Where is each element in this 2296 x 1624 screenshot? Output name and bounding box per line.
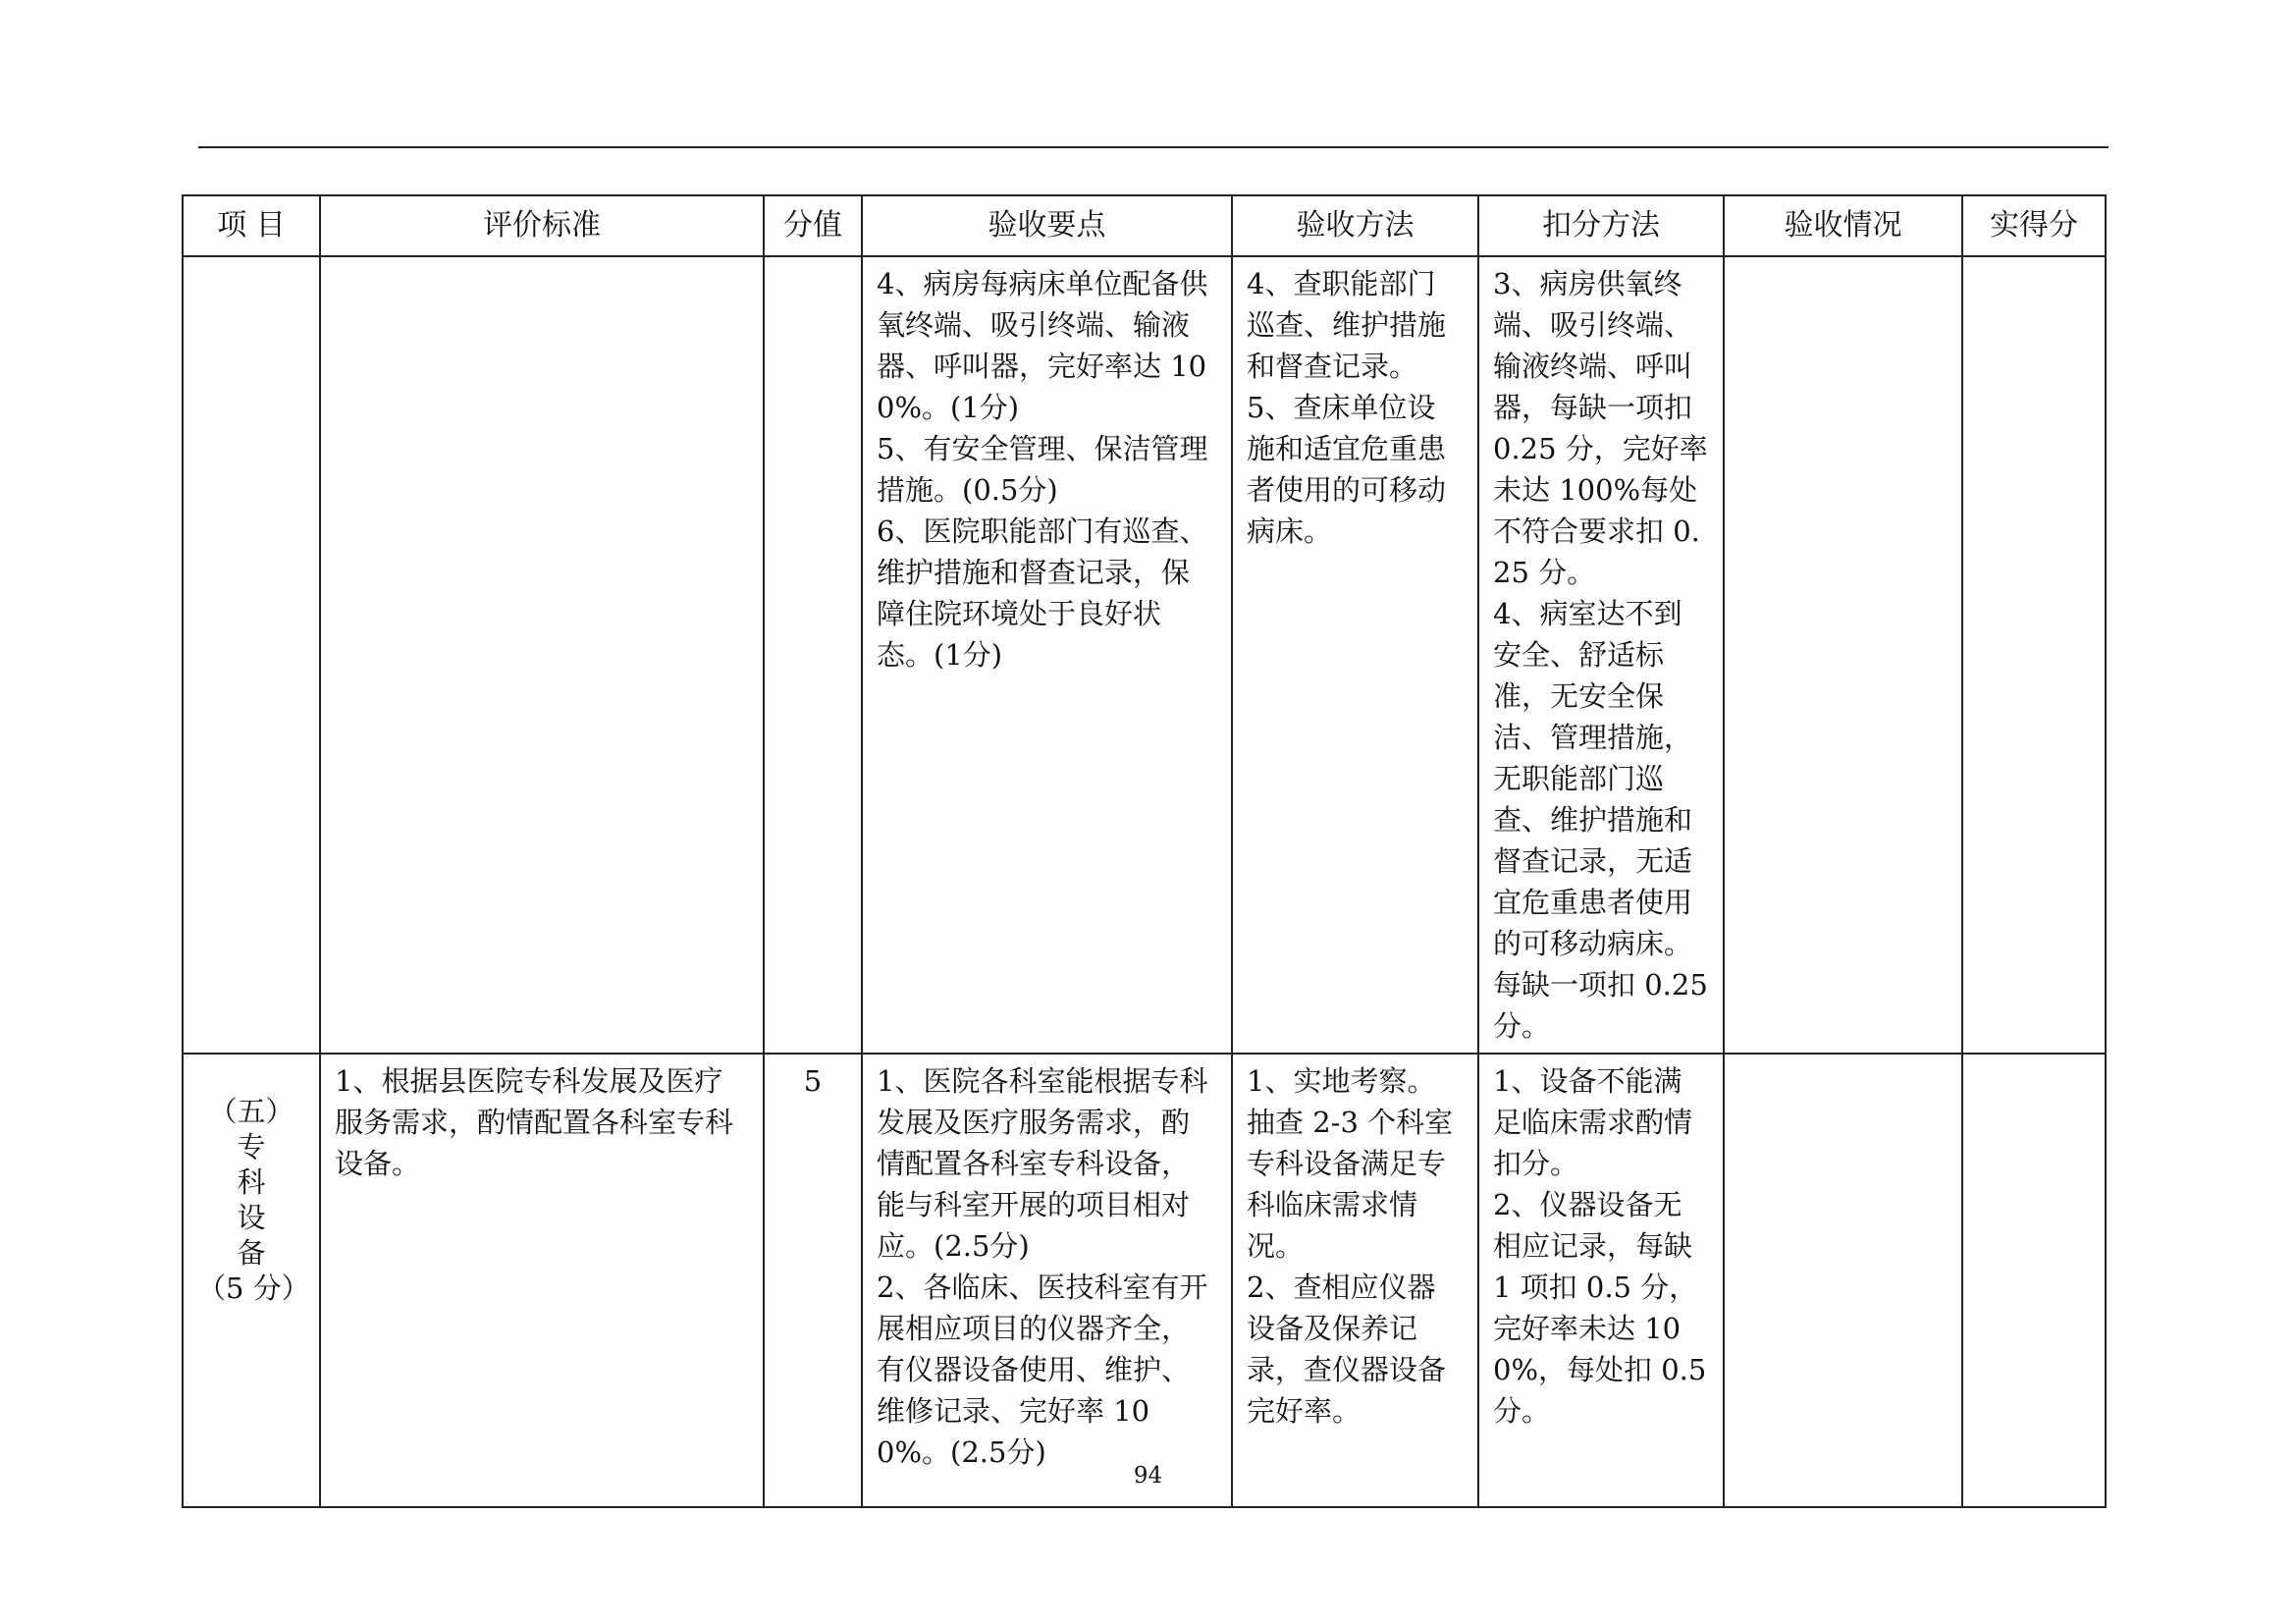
header-rule: [198, 146, 2109, 148]
table-row: [183, 256, 2106, 1054]
header-method: 验收方法: [1232, 195, 1478, 256]
actual-score-cell: [1962, 1054, 2106, 1507]
item-cell: [183, 256, 320, 1054]
deduction-cell: 3、病房供氧终端、吸引终端、输液终端、呼叫器，每缺一项扣 0.25 分，完好率未达 100%每处不符合要求扣 0.25 分。 4、病室达不到安全、舒适标准，无安全保洁、管理措施，无职能部门巡查、维护措施和督查记录，无适宜危重患者使用的可移动病床。每缺一项扣 0.25 分。: [1478, 256, 1724, 1054]
item-label-line: 设: [237, 1201, 266, 1234]
item-label-line: 科: [237, 1165, 266, 1199]
standard-cell: [320, 256, 764, 1054]
item-label-line: 专: [237, 1130, 266, 1164]
page-number: 94: [1133, 1463, 1163, 1489]
header-key-points: 验收要点: [862, 195, 1232, 256]
item-label-line: 备: [237, 1236, 266, 1270]
method-cell: 1、实地考察。抽查 2-3 个科室专科设备满足专科临床需求情况。 2、查相应仪器设备及保养记录，查仪器设备完好率。: [1232, 1054, 1478, 1507]
status-cell: [1724, 1054, 1962, 1507]
header-row: [183, 195, 2106, 256]
score-cell: 5: [764, 1054, 862, 1507]
header-actual-score: 实得分: [1962, 195, 2106, 256]
method-cell: 4、查职能部门巡查、维护措施和督查记录。 5、查床单位设施和适宜危重患者使用的可移动病床。: [1232, 256, 1478, 1054]
status-cell: [1724, 256, 1962, 1054]
header-status: 验收情况: [1724, 195, 1962, 256]
key-points-cell: 4、病房每病床单位配备供氧终端、吸引终端、输液器、呼叫器，完好率达 100%。(1分) 5、有安全管理、保洁管理措施。(0.5分) 6、医院职能部门有巡查、维护措施和督查记录，保障住院环境处于良好状态。(1分): [862, 256, 1232, 1054]
item-label-line: （五）: [208, 1095, 294, 1128]
evaluation-table: [182, 194, 2107, 1508]
header-item: 项 目: [183, 195, 320, 256]
header-score: 分值: [764, 195, 862, 256]
header-deduction: 扣分方法: [1478, 195, 1724, 256]
table-row: [183, 1054, 2106, 1507]
actual-score-cell: [1962, 256, 2106, 1054]
item-label-line: （5 分）: [197, 1272, 310, 1305]
item-cell: [183, 1054, 320, 1507]
deduction-cell: 1、设备不能满足临床需求酌情扣分。 2、仪器设备无相应记录，每缺 1 项扣 0.5 分，完好率未达 100%，每处扣 0.5 分。: [1478, 1054, 1724, 1507]
key-points-cell: 1、医院各科室能根据专科发展及医疗服务需求，酌情配置各科室专科设备，能与科室开展的项目相对应。(2.5分) 2、各临床、医技科室有开展相应项目的仪器齐全，有仪器设备使用、维护、维修记录、完好率 100%。(2.5分): [862, 1054, 1232, 1507]
score-cell: [764, 256, 862, 1054]
header-standard: 评价标准: [320, 195, 764, 256]
standard-cell: 1、根据县医院专科发展及医疗服务需求，酌情配置各科室专科设备。: [320, 1054, 764, 1507]
